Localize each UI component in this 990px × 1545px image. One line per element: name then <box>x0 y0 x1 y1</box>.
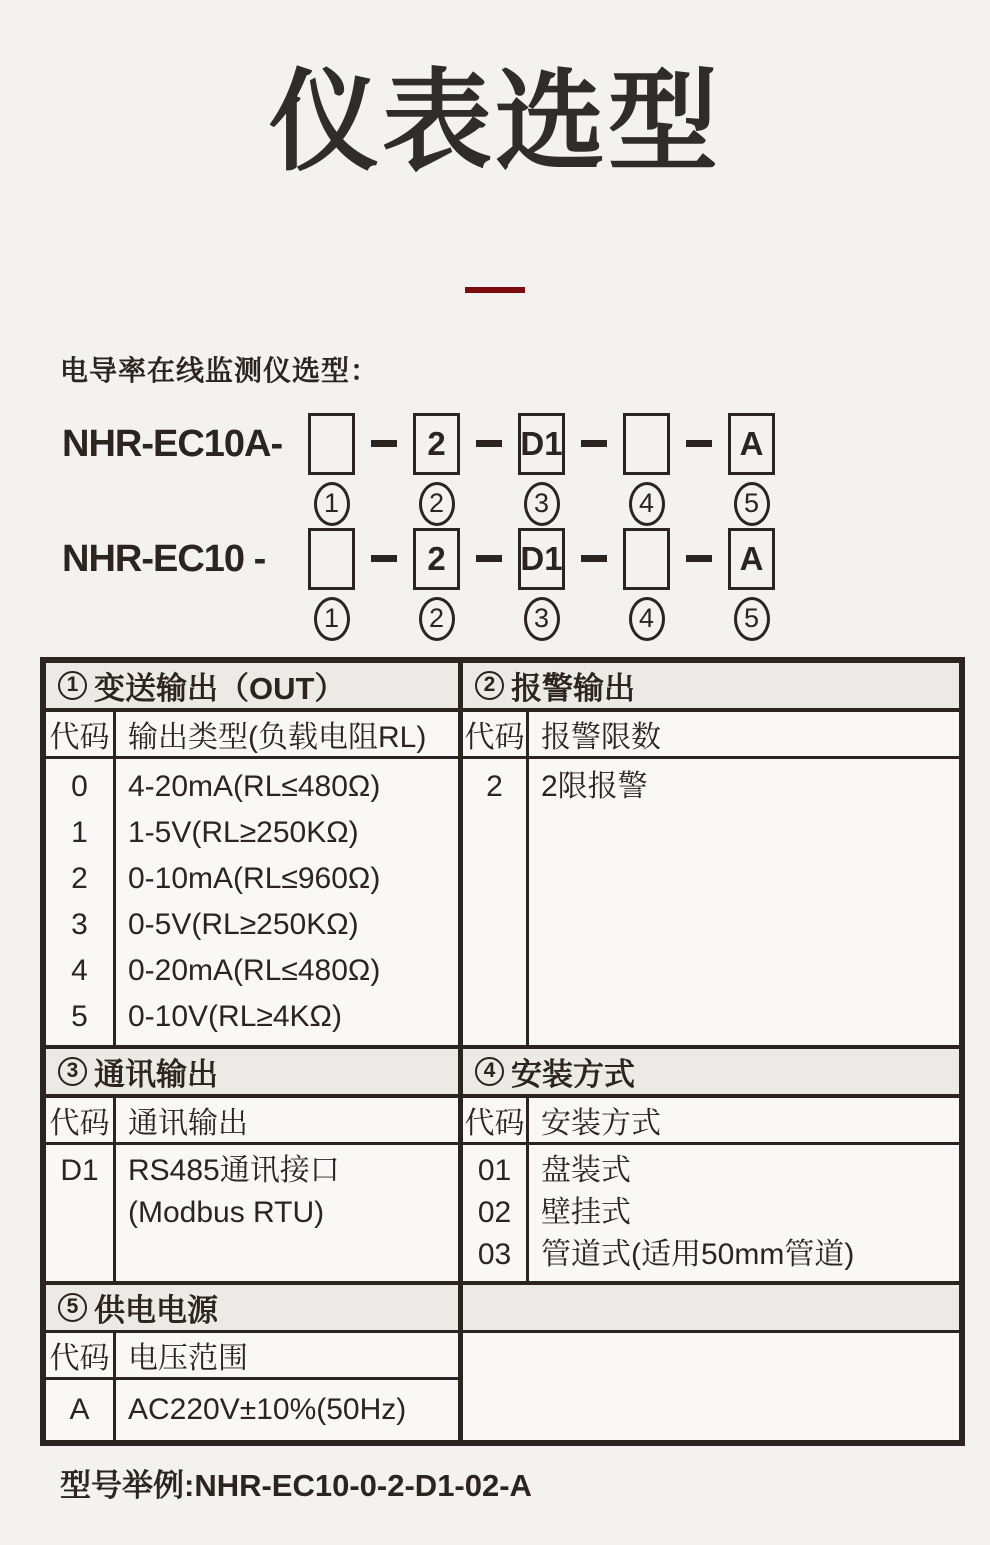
desc-list <box>529 1145 959 1285</box>
desc-value: 管道式(适用50mm管道) <box>541 1237 855 1271</box>
section-header-mounting <box>463 1049 959 1098</box>
model-slot-box <box>308 528 355 590</box>
code-value: 0 <box>71 769 88 803</box>
model-slot-box: 2 <box>413 413 460 475</box>
section-title: 供电电源 <box>94 1292 218 1328</box>
section-header-power-supply <box>46 1285 463 1333</box>
model-slot-2 <box>413 413 460 526</box>
desc-value: 0-10V(RL≥4KΩ) <box>128 999 342 1033</box>
column-header-code: 代码 <box>46 1098 116 1145</box>
model-slot-2 <box>413 528 460 641</box>
desc-value: 盘装式 <box>541 1153 631 1187</box>
desc-value: 壁挂式 <box>541 1195 631 1229</box>
dash-connector <box>460 413 518 475</box>
model-code-diagram <box>62 413 990 641</box>
model-slot-box <box>623 528 670 590</box>
desc-value: 0-10mA(RL≤960Ω) <box>128 861 381 895</box>
position-number-badge: 4 <box>629 597 665 641</box>
column-header-desc: 通讯输出 <box>116 1098 463 1145</box>
code-value: 1 <box>71 815 88 849</box>
code-list <box>46 759 116 1049</box>
code-value: 2 <box>71 861 88 895</box>
circled-number-icon: 5 <box>58 1293 87 1322</box>
position-number-badge: 5 <box>734 597 770 641</box>
column-header-code: 代码 <box>463 1098 529 1145</box>
model-label: NHR-EC10 - <box>62 537 266 580</box>
column-header-desc: 电压范围 <box>116 1333 463 1380</box>
section-title: 报警输出 <box>511 670 635 706</box>
model-slot-1 <box>308 413 355 526</box>
column-header-code: 代码 <box>46 1333 116 1380</box>
model-slot-4 <box>623 413 670 526</box>
code-list <box>46 1380 116 1440</box>
section-header-alarm-output <box>463 663 959 712</box>
desc-list <box>116 759 463 1049</box>
code-value: A <box>69 1392 90 1426</box>
desc-list <box>116 1380 463 1440</box>
model-row-ec10 <box>62 528 990 641</box>
empty-cell <box>463 1333 959 1440</box>
code-list <box>463 759 529 1049</box>
model-row-ec10a <box>62 413 990 526</box>
model-slot-box: 2 <box>413 528 460 590</box>
page-title: 仪表选型 <box>269 61 721 184</box>
model-example-text: 型号举例:NHR-EC10-0-2-D1-02-A <box>60 1467 532 1503</box>
code-value: 3 <box>71 907 88 941</box>
section-header-comm-output <box>46 1049 463 1098</box>
title-divider <box>465 287 525 293</box>
code-value: 01 <box>477 1153 512 1187</box>
circled-number-icon: 3 <box>58 1057 87 1086</box>
model-slot-box: D1 <box>518 528 565 590</box>
empty-header-cell <box>463 1285 959 1333</box>
dash-connector <box>670 413 728 475</box>
column-header-code: 代码 <box>46 712 116 759</box>
position-number-badge: 4 <box>629 482 665 526</box>
code-value: 02 <box>477 1195 512 1229</box>
desc-value: (Modbus RTU) <box>128 1195 325 1229</box>
model-slot-box: A <box>728 528 775 590</box>
desc-list <box>116 1145 463 1285</box>
section-header-transmit-output <box>46 663 463 712</box>
model-slot-5 <box>728 528 775 641</box>
dash-connector <box>355 528 413 590</box>
desc-list <box>529 759 959 1049</box>
circled-number-icon: 4 <box>475 1057 504 1086</box>
code-value: 03 <box>477 1237 512 1271</box>
dash-connector <box>565 413 623 475</box>
position-number-badge: 3 <box>524 597 560 641</box>
model-slot-5 <box>728 413 775 526</box>
position-number-badge: 1 <box>314 597 350 641</box>
model-slot-box: D1 <box>518 413 565 475</box>
dash-connector <box>565 528 623 590</box>
model-slot-3 <box>518 413 565 526</box>
code-value: 4 <box>71 953 88 987</box>
selection-subtitle: 电导率在线监测仪选型： <box>60 354 380 386</box>
desc-value: 4-20mA(RL≤480Ω) <box>128 769 381 803</box>
section-title: 通讯输出 <box>94 1056 218 1092</box>
model-label: NHR-EC10A- <box>62 422 283 465</box>
model-slot-box <box>308 413 355 475</box>
circled-number-icon: 1 <box>58 671 87 700</box>
code-list <box>463 1145 529 1285</box>
code-value: D1 <box>60 1153 99 1187</box>
model-slot-box <box>623 413 670 475</box>
desc-value: 1-5V(RL≥250KΩ) <box>128 815 359 849</box>
position-number-badge: 5 <box>734 482 770 526</box>
code-value: 2 <box>486 769 503 803</box>
column-header-desc: 安装方式 <box>529 1098 959 1145</box>
dash-connector <box>355 413 413 475</box>
model-slot-3 <box>518 528 565 641</box>
model-slot-4 <box>623 528 670 641</box>
dash-connector <box>670 528 728 590</box>
desc-value: 2限报警 <box>541 769 648 803</box>
circled-number-icon: 2 <box>475 671 504 700</box>
desc-value: AC220V±10%(50Hz) <box>128 1392 407 1426</box>
desc-value: 0-5V(RL≥250KΩ) <box>128 907 359 941</box>
column-header-code: 代码 <box>463 712 529 759</box>
desc-value: 0-20mA(RL≤480Ω) <box>128 953 381 987</box>
position-number-badge: 3 <box>524 482 560 526</box>
position-number-badge: 2 <box>419 597 455 641</box>
code-list <box>46 1145 116 1285</box>
model-slot-1 <box>308 528 355 641</box>
section-title: 安装方式 <box>511 1056 635 1092</box>
section-title: 变送输出（OUT） <box>94 670 346 706</box>
column-header-desc: 输出类型(负载电阻RL) <box>116 712 463 759</box>
position-number-badge: 1 <box>314 482 350 526</box>
selection-table <box>40 657 965 1446</box>
position-number-badge: 2 <box>419 482 455 526</box>
code-value: 5 <box>71 999 88 1033</box>
column-header-desc: 报警限数 <box>529 712 959 759</box>
desc-value: RS485通讯接口 <box>128 1153 340 1187</box>
model-slot-box: A <box>728 413 775 475</box>
dash-connector <box>460 528 518 590</box>
